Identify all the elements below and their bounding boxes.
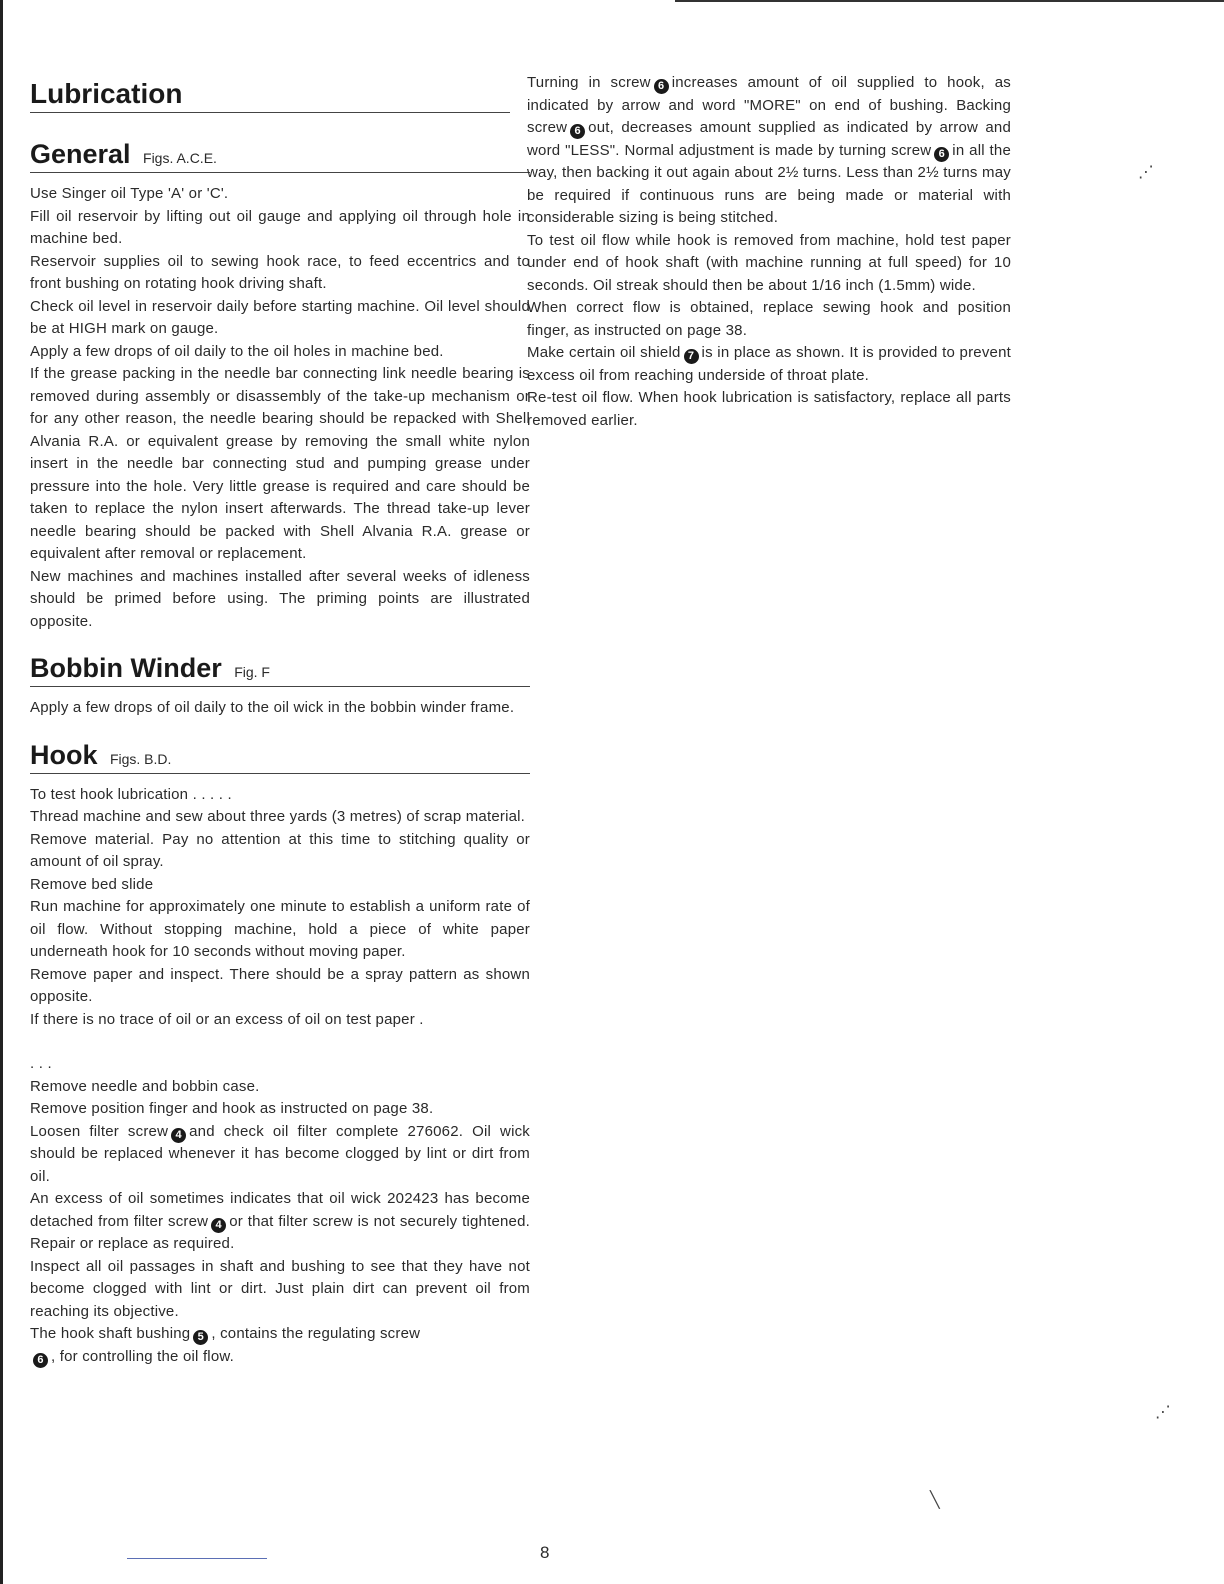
text-span: The hook shaft bushing [30, 1325, 191, 1342]
left-edge-rule [0, 0, 3, 1584]
figure-reference-hook: Figs. B.D. [109, 750, 172, 767]
text-span: , for controlling the oil flow. [51, 1347, 234, 1365]
text-span: or that filter screw is not securely tightened. Repair or replace as required. [30, 1212, 530, 1252]
section-heading-bobbin-winder [30, 653, 530, 687]
paragraph: Remove needle and bobbin case. [30, 1077, 260, 1095]
paragraph: Apply a few drops of oil daily to the oil holes in machine bed. [30, 342, 444, 360]
bottom-rule [127, 1558, 267, 1559]
text-span: An excess of oil sometimes indicates that oil wick 202423 has become detached from filter screw [30, 1190, 530, 1230]
section-general [30, 139, 530, 633]
paragraph: Remove material. Pay no attention at this time to stitching quality or amount of oil spray. [30, 830, 530, 870]
figure-reference-bobbin: Fig. F [234, 664, 270, 680]
scan-speck: ⋰ [1155, 1404, 1171, 1421]
section-heading-hook [30, 740, 530, 774]
heading-bobbin-winder: Bobbin Winder [30, 653, 222, 683]
paragraph: Reservoir supplies oil to sewing hook race, to feed eccentrics and to front bushing on rotating hook driving shaft. [30, 252, 530, 292]
left-column [30, 78, 530, 1388]
paragraph: Remove position finger and hook as instructed on page 38. [30, 1100, 434, 1117]
spacer [30, 1031, 530, 1053]
paragraph: . . . [30, 1055, 52, 1072]
scan-speck: ⋰ [1138, 164, 1154, 181]
paragraph: If the grease packing in the needle bar connecting link needle bearing is removed during assembly or disassembly of the take-up mechanism or for any other reason, the needle bearing should be repacked with Shell Alvania R.A. or equivalent grease by removing the small white nylon insert in the needle bar connecting stud and pumping grease under pressure into the hole. Very little grease is required and care should be taken to replace the nylon insert afterwards. The thread take-up lever needle bearing should be packed with Shell Alvania R.A. grease or equivalent after removal or replacement. [30, 365, 530, 562]
paragraph: Apply a few drops of oil daily to the oil wick in the bobbin winder frame. [30, 699, 515, 716]
paragraph [527, 72, 1011, 230]
text-span: out, decreases amount supplied as indicated by arrow and word "LESS". Normal adjustment is made by turning screw [527, 119, 1011, 159]
callout-7: 7 [684, 349, 699, 364]
section-hook [30, 740, 530, 1369]
paragraph [30, 1121, 530, 1189]
figure-reference-general: Figs. A.C.E. [143, 150, 217, 166]
paragraph: Inspect all oil passages in shaft and bushing to see that they have not become clogged with lint or dirt. Just plain dirt can prevent oil from reaching its objective. [30, 1257, 530, 1320]
page-number: 8 [540, 1543, 550, 1562]
section-bobbin-winder [30, 653, 530, 720]
paragraph: Remove bed slide [30, 875, 154, 893]
paragraph: If there is no trace of oil or an excess of oil on test paper . [30, 1010, 424, 1028]
heading-general: General [30, 139, 131, 169]
paragraph: Use Singer oil Type 'A' or 'C'. [30, 185, 229, 202]
text-span: Make certain oil shield [527, 344, 681, 361]
paragraph: To test hook lubrication . . . . . [30, 785, 232, 803]
top-edge-rule [675, 0, 1224, 2]
text-span: is in place as shown. It is provided to prevent excess oil from reaching underside of throat plate. [527, 344, 1011, 384]
text-span: Loosen filter screw [30, 1122, 169, 1140]
paragraph [527, 342, 1011, 387]
text-span: and check oil filter complete 276062. Oil wick should be replaced whenever it has become clogged by lint or dirt from oil. [30, 1122, 530, 1185]
text-span: , contains the regulating screw [211, 1325, 421, 1342]
callout-5: 5 [193, 1330, 208, 1345]
paragraph: Check oil level in reservoir daily before starting machine. Oil level should be at HIGH mark on gauge. [30, 297, 530, 337]
page-title: Lubrication [30, 78, 510, 113]
heading-hook: Hook [30, 739, 98, 770]
paragraph: Fill oil reservoir by lifting out oil gauge and applying oil through hole in machine bed. [30, 207, 530, 247]
text-span: Turning in screw [527, 74, 651, 91]
text-span: increases amount of oil supplied to hook, as indicated by arrow and word "MORE" on end of bushing. Backing screw [527, 74, 1011, 136]
paragraph [30, 1188, 530, 1256]
paragraph: Run machine for approximately one minute to establish a uniform rate of oil flow. Without stopping machine, hold a piece of white paper underneath hook for 10 seconds without moving paper. [30, 898, 530, 960]
paragraph: Thread machine and sew about three yards (3 metres) of scrap material. [30, 808, 526, 825]
paragraph: New machines and machines installed after several weeks of idleness should be primed before using. The priming points are illustrated opposite. [30, 567, 530, 630]
callout-4: 4 [171, 1128, 186, 1143]
callout-4: 4 [211, 1218, 226, 1233]
right-column [527, 72, 1011, 432]
text-span: in all the way, then backing it out again about 2½ turns. Less than 2½ turns may be required if continuous runs are being made or material with considerable sizing is being stitched. [527, 141, 1011, 226]
paragraph [30, 1323, 530, 1368]
callout-6: 6 [934, 147, 949, 162]
callout-6: 6 [33, 1353, 48, 1368]
callout-6: 6 [570, 124, 585, 139]
paragraph: When correct flow is obtained, replace sewing hook and position finger, as instructed on page 38. [527, 299, 1011, 339]
paragraph: To test oil flow while hook is removed from machine, hold test paper under end of hook shaft (with machine running at full speed) for 10 seconds. Oil streak should then be about 1/16 inch (1.5mm) wide. [527, 231, 1011, 294]
callout-6: 6 [654, 79, 669, 94]
paragraph: Re-test oil flow. When hook lubrication is satisfactory, replace all parts removed earlier. [527, 389, 1011, 429]
section-heading-general [30, 139, 530, 173]
paragraph: Remove paper and inspect. There should be a spray pattern as shown opposite. [30, 965, 530, 1005]
scan-speck: ╲ [930, 1492, 940, 1509]
